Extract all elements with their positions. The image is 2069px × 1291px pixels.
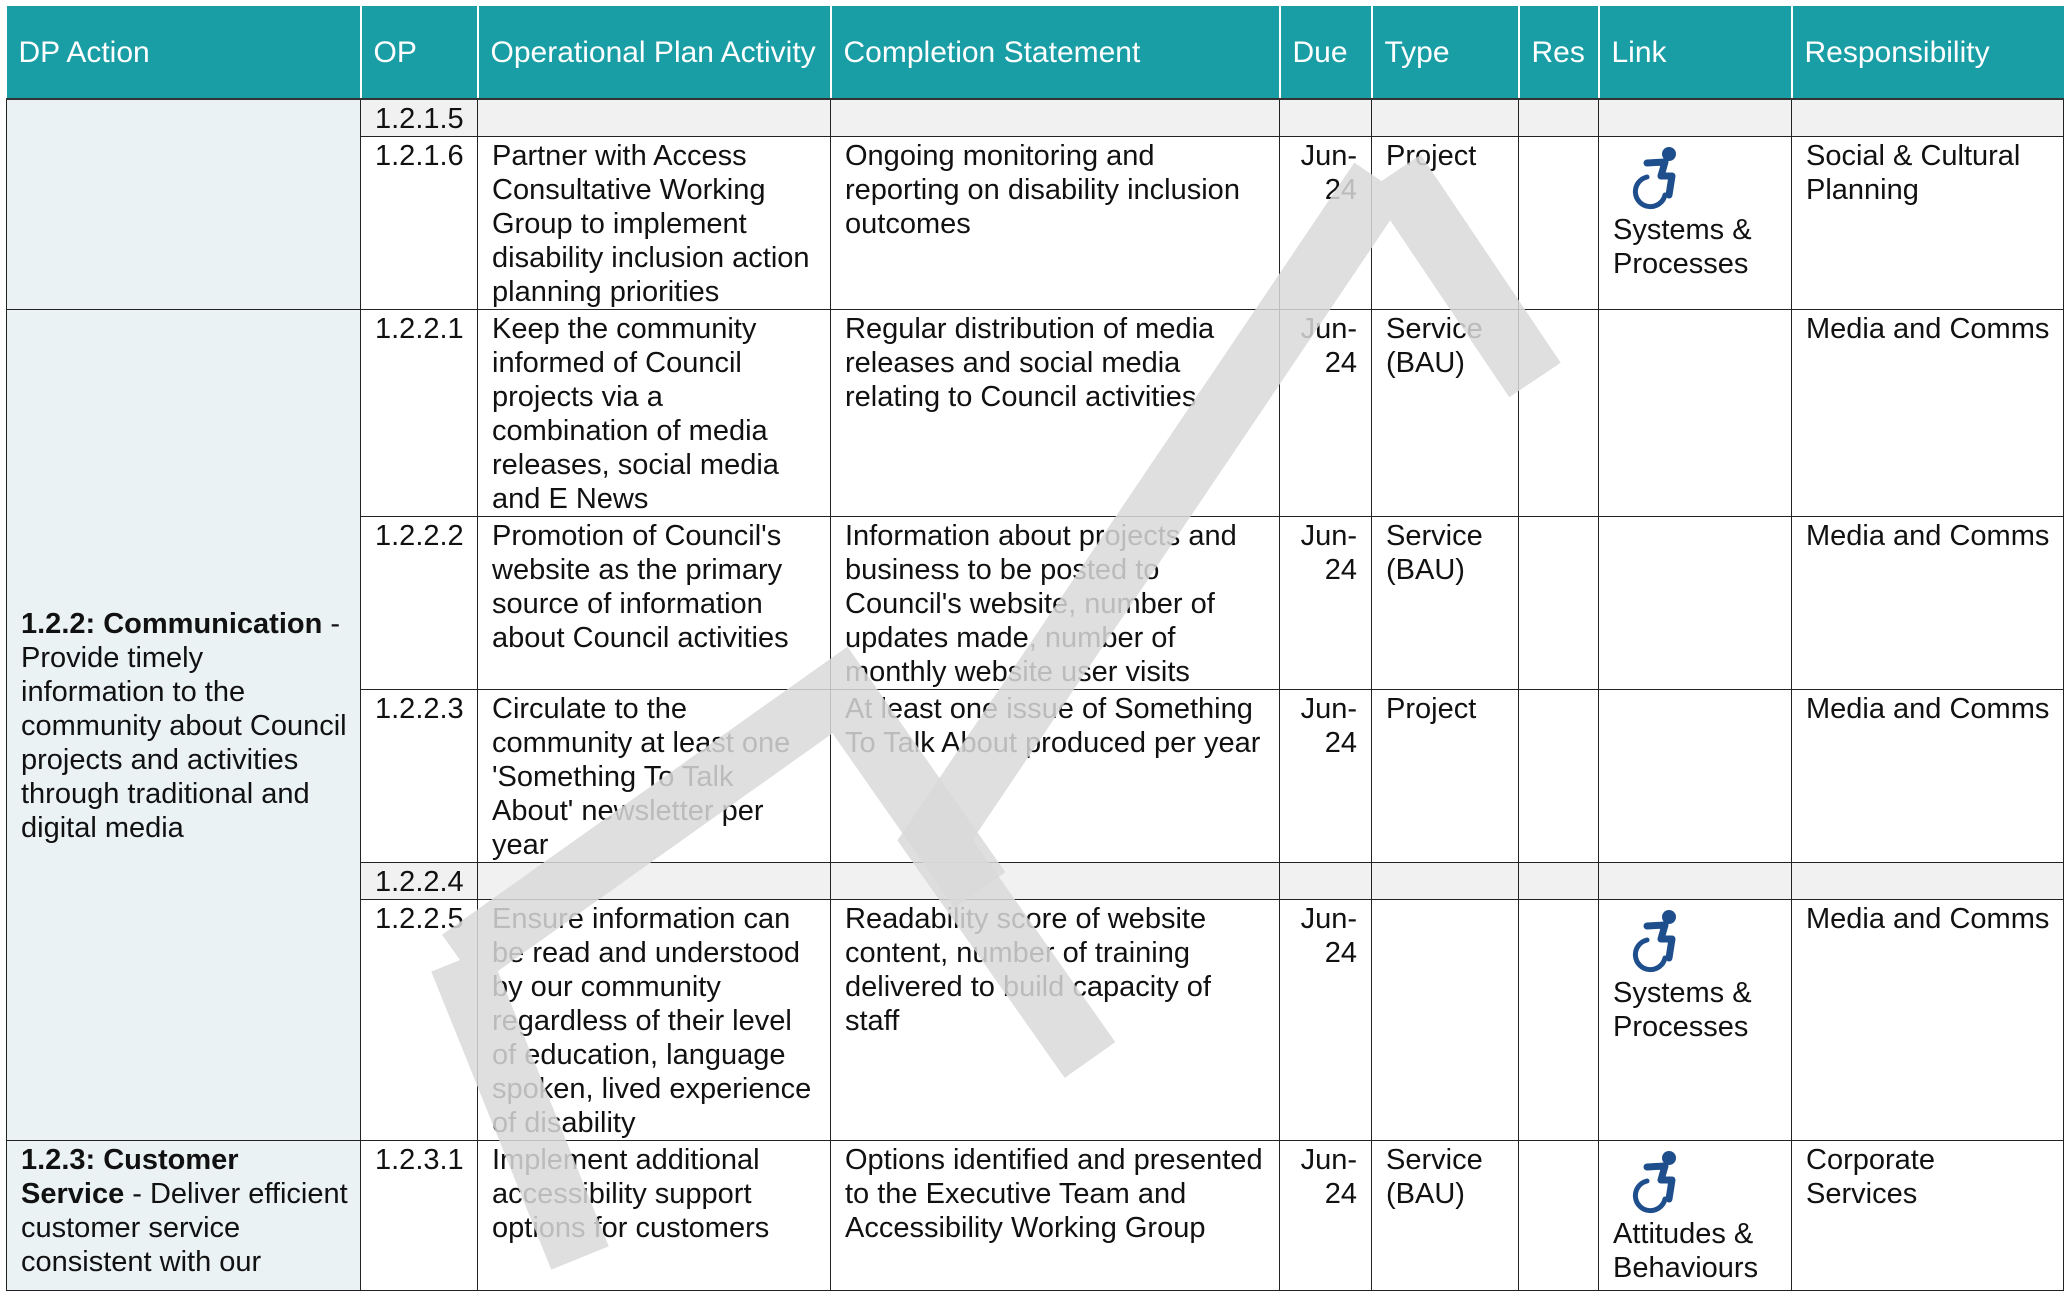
- completion-cell: Ongoing monitoring and reporting on disability inclusion outcomes: [831, 137, 1280, 310]
- dp-action-cell-customer-service: [7, 1141, 361, 1291]
- responsibility-cell: Media and Comms: [1792, 900, 2064, 1141]
- due-cell: Jun-24: [1280, 517, 1372, 690]
- completion-cell: Information about projects and business to be posted to Council's website, number of updates made, number of monthly website user visits: [831, 517, 1280, 690]
- link-cell: [1599, 517, 1792, 690]
- table-row: [7, 310, 2064, 517]
- dp-action-description: - Provide timely information to the community about Council projects and activities through traditional and digital media: [21, 608, 347, 844]
- op-cell: 1.2.2.4: [361, 863, 478, 900]
- activity-cell: Partner with Access Consultative Working Group to implement disability inclusion action planning priorities: [478, 137, 831, 310]
- res-cell: [1519, 99, 1599, 137]
- responsibility-cell: Corporate Services: [1792, 1141, 2064, 1291]
- completion-cell: Regular distribution of media releases and social media relating to Council activities: [831, 310, 1280, 517]
- link-label: Attitudes & Behaviours: [1613, 1218, 1759, 1284]
- due-cell: Jun-24: [1280, 900, 1372, 1141]
- link-label: Systems & Processes: [1613, 214, 1752, 280]
- type-cell: [1372, 99, 1519, 137]
- accessibility-icon: [1625, 908, 1689, 968]
- completion-cell: [831, 99, 1280, 137]
- link-cell: [1599, 1141, 1792, 1291]
- activity-cell: Circulate to the community at least one 'Something To Talk About' newsletter per year: [478, 690, 831, 863]
- op-cell: 1.2.1.5: [361, 99, 478, 137]
- accessibility-icon: [1625, 1149, 1689, 1209]
- header-dp-action: DP Action: [7, 6, 361, 99]
- due-cell: Jun-24: [1280, 690, 1372, 863]
- op-cell: 1.2.3.1: [361, 1141, 478, 1291]
- type-cell: Project: [1372, 690, 1519, 863]
- due-cell: Jun-24: [1280, 1141, 1372, 1291]
- header-op: OP: [361, 6, 478, 99]
- accessibility-icon: [1625, 145, 1689, 205]
- link-cell: [1599, 900, 1792, 1141]
- res-cell: [1519, 690, 1599, 863]
- responsibility-cell: Media and Comms: [1792, 517, 2064, 690]
- table-row: [7, 99, 2064, 137]
- dp-action-title: 1.2.2: Communication: [21, 608, 323, 640]
- header-res: Res: [1519, 6, 1599, 99]
- type-cell: Service (BAU): [1372, 517, 1519, 690]
- dp-action-description: - Deliver efficient customer service consistent with our: [21, 1178, 348, 1278]
- activity-cell: [478, 99, 831, 137]
- due-cell: [1280, 863, 1372, 900]
- responsibility-cell: Social & Cultural Planning: [1792, 137, 2064, 310]
- header-completion: Completion Statement: [831, 6, 1280, 99]
- dp-action-title: 1.2.3: Customer Service: [21, 1144, 239, 1210]
- operational-plan-table: [6, 6, 2064, 1291]
- type-cell: Project: [1372, 137, 1519, 310]
- header-link: Link: [1599, 6, 1792, 99]
- type-cell: [1372, 900, 1519, 1141]
- op-cell: 1.2.2.2: [361, 517, 478, 690]
- dp-action-cell: [7, 99, 361, 310]
- due-cell: [1280, 99, 1372, 137]
- res-cell: [1519, 310, 1599, 517]
- res-cell: [1519, 517, 1599, 690]
- completion-cell: Readability score of website content, number of training delivered to build capacity of staff: [831, 900, 1280, 1141]
- activity-cell: Keep the community informed of Council projects via a combination of media releases, social media and E News: [478, 310, 831, 517]
- type-cell: Service (BAU): [1372, 310, 1519, 517]
- activity-cell: Implement additional accessibility support options for customers: [478, 1141, 831, 1291]
- completion-cell: Options identified and presented to the Executive Team and Accessibility Working Group: [831, 1141, 1280, 1291]
- link-cell: [1599, 690, 1792, 863]
- res-cell: [1519, 1141, 1599, 1291]
- link-label: Systems & Processes: [1613, 977, 1752, 1043]
- link-cell: [1599, 310, 1792, 517]
- op-cell: 1.2.2.1: [361, 310, 478, 517]
- header-type: Type: [1372, 6, 1519, 99]
- dp-action-cell-communication: [7, 310, 361, 1141]
- due-cell: Jun-24: [1280, 137, 1372, 310]
- document-page: [6, 6, 2063, 1284]
- op-cell: 1.2.2.3: [361, 690, 478, 863]
- type-cell: Service (BAU): [1372, 1141, 1519, 1291]
- res-cell: [1519, 863, 1599, 900]
- type-cell: [1372, 863, 1519, 900]
- header-responsibility: Responsibility: [1792, 6, 2064, 99]
- responsibility-cell: [1792, 863, 2064, 900]
- responsibility-cell: [1792, 99, 2064, 137]
- res-cell: [1519, 137, 1599, 310]
- completion-cell: At least one issue of Something To Talk About produced per year: [831, 690, 1280, 863]
- activity-cell: Ensure information can be read and understood by our community regardless of their level of education, language spoken, lived experience of disability: [478, 900, 831, 1141]
- completion-cell: [831, 863, 1280, 900]
- due-cell: Jun-24: [1280, 310, 1372, 517]
- table-row: [7, 1141, 2064, 1291]
- res-cell: [1519, 900, 1599, 1141]
- responsibility-cell: Media and Comms: [1792, 690, 2064, 863]
- responsibility-cell: Media and Comms: [1792, 310, 2064, 517]
- op-cell: 1.2.1.6: [361, 137, 478, 310]
- activity-cell: Promotion of Council's website as the primary source of information about Council activities: [478, 517, 831, 690]
- header-due: Due: [1280, 6, 1372, 99]
- activity-cell: [478, 863, 831, 900]
- link-cell: [1599, 137, 1792, 310]
- header-activity: Operational Plan Activity: [478, 6, 831, 99]
- header-row: [7, 6, 2064, 99]
- link-cell: [1599, 863, 1792, 900]
- link-cell: [1599, 99, 1792, 137]
- op-cell: 1.2.2.5: [361, 900, 478, 1141]
